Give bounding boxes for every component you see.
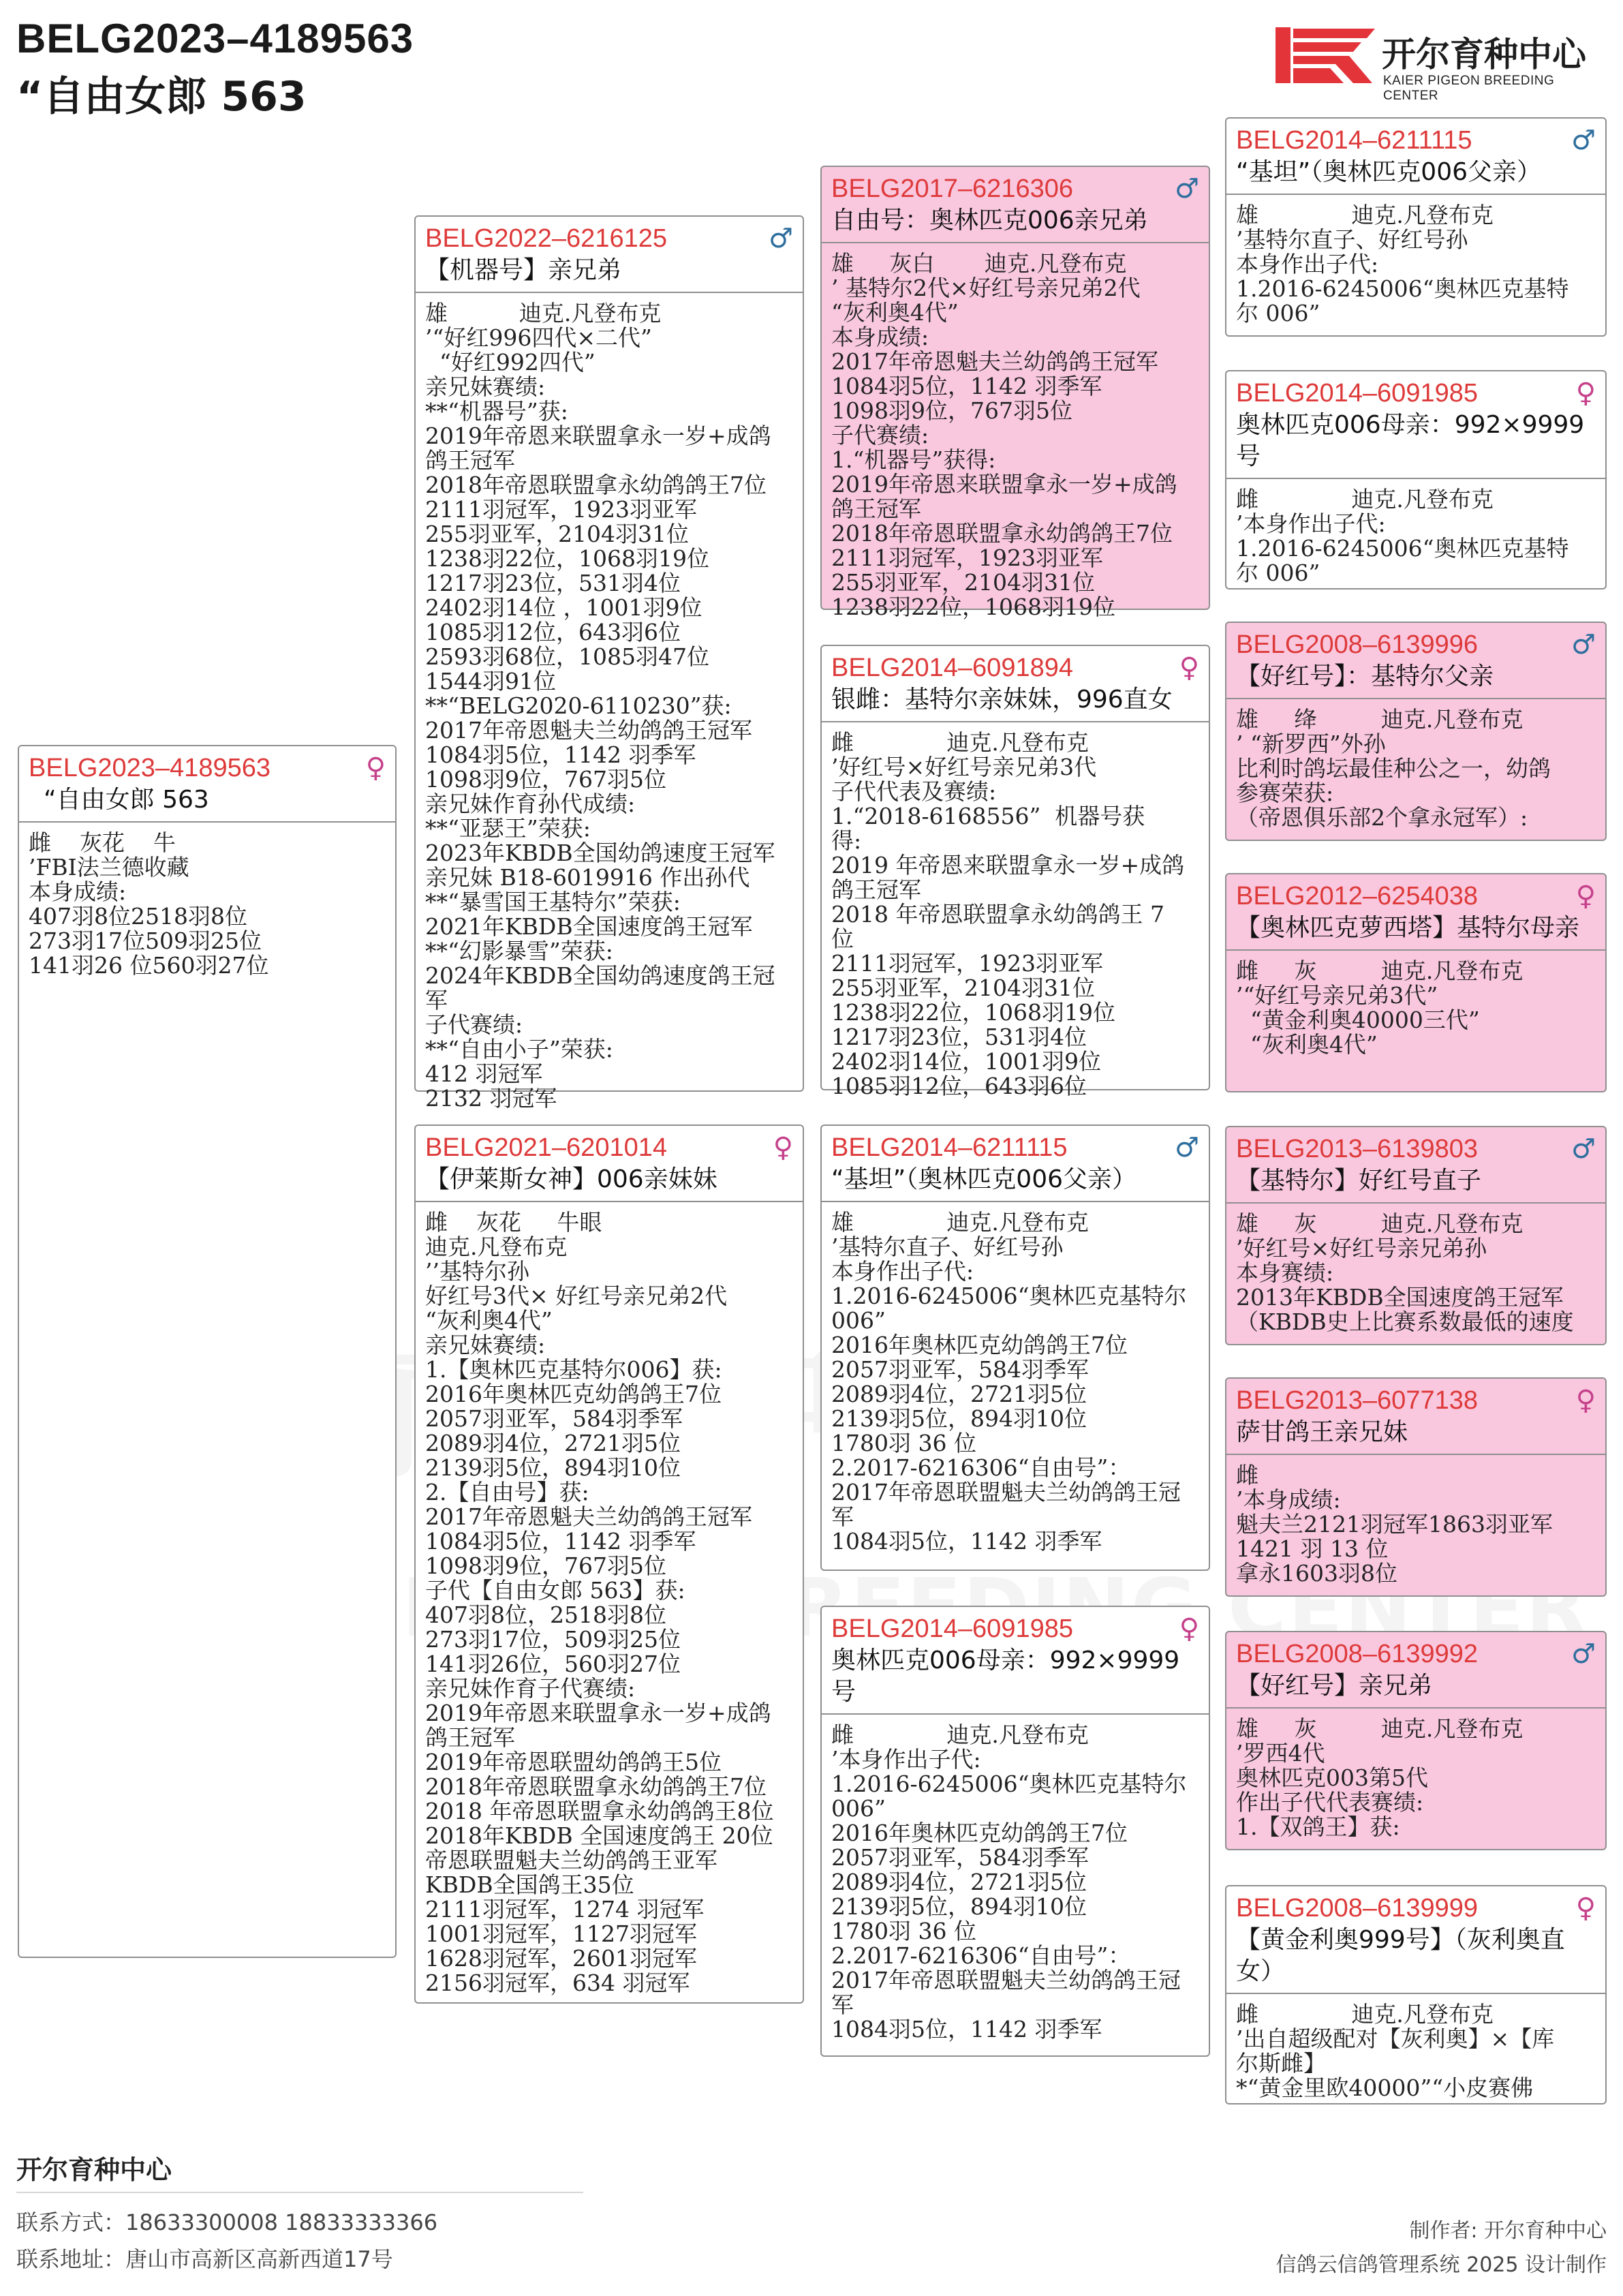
- card-header: [1226, 874, 1605, 951]
- card-ring-id: BELG2008–6139992: [1236, 1640, 1478, 1668]
- female-icon: ♀: [1179, 1613, 1199, 1644]
- contact-phone: 18633300008 18833333366: [125, 2209, 438, 2235]
- sire-sire-card[interactable]: [820, 166, 1210, 620]
- address-value: 唐山市高新区高新西道17号: [125, 2246, 393, 2272]
- card-details: 雌 迪克.凡登布克 ’本身作出子代: 1.2016-6245006“奥林匹克基特尔 006” 2016年奥林匹克幼鸽鸽王7位 2057羽亚军，584羽季军 2089羽4位，2721羽5位 2139羽5位，894羽10位 1780羽 36 位 2.2017-6216306“自由号”： 2017年帝恩联盟魁夫兰幼鸽鸽王冠 军 1084羽5位，1142 羽季军: [831, 1721, 1187, 2042]
- card-header: [822, 167, 1209, 243]
- card-ring-id: BELG2017–6216306: [831, 174, 1073, 203]
- card-title: 【好红号】：基特尔父亲: [1236, 662, 1494, 690]
- card-header: [1226, 1379, 1605, 1455]
- address-label: 联系地址：: [16, 2246, 126, 2272]
- male-icon: ♂: [1571, 125, 1596, 156]
- card-details: 雄 灰白 迪克.凡登布克 ’ 基特尔2代×好红号亲兄弟2代 “灰利奥4代” 本身成绩: 2017年帝恩魁夫兰幼鸽鸽王冠军 1084羽5位，1142 羽季军 1098羽9位，767羽5位 子代赛绩: 1.“机器号”获得: 2019年帝恩来联盟拿永一岁+成鸽 鸽王冠军 2018年帝恩联盟拿永幼鸽鸽王7位 2111羽冠军，1923羽亚军 255羽亚军，2104羽31位 1238羽22位，1068羽19位: [831, 250, 1177, 620]
- subject-card[interactable]: [18, 745, 397, 1958]
- footer-contact: [16, 2205, 437, 2237]
- card-details: 雄 迪克.凡登布克 ’“好红996四代×二代” “好红992四代” 亲兄妹赛绩: **“机器号”获: 2019年帝恩来联盟拿永一岁+成鸽 鸽王冠军 2018年帝恩联盟拿永幼鸽鸽王7位 2111羽冠军，1923羽亚军 255羽亚军，2104羽31位 1238羽22位，1068羽19位 1217羽23位，531羽4位 2402羽14位 ，1001羽9位 1085羽12位，643羽6位 2593羽68位，1085羽47位 1544羽91位 **“BELG2020-6110230”获: 2017年帝恩魁夫兰幼鸽鸽王冠军 1084羽5位，1142 羽季军 1098羽9位，767羽5位 亲兄妹作育孙代成绩: **“亚瑟王”荣获: 2023年KBDB全国幼鸽速度王冠军 亲兄妹 B18-6019916 作出孙代 **“暴雪国王基特尔”荣获: 2021年KBDB全国速度鸽王冠军 **“幻影暴雪”荣获: 2024年KBDB全国幼鸽速度鸽王冠军 子代赛绩: **“自由小子”荣获: 412 羽冠军 2132 羽冠军: [425, 300, 775, 1112]
- card-details: 雌 灰花 牛 ’FBI法兰德收藏 本身成绩: 407羽8位2518羽8位 273羽17位509羽25位 141羽26 位560羽27位: [29, 829, 269, 979]
- brand-k-icon: [1273, 25, 1375, 86]
- card-header: [1226, 623, 1605, 699]
- dam-card[interactable]: [414, 1124, 804, 2004]
- dam-dam-card[interactable]: [820, 1606, 1210, 2057]
- sire-dam-sire-card[interactable]: [1225, 622, 1607, 841]
- card-title: 奥林匹克006母亲：992×9999号: [1236, 411, 1585, 470]
- card-title: 【好红号】亲兄弟: [1236, 1672, 1433, 1700]
- card-ring-id: BELG2014–6211115: [831, 1133, 1068, 1162]
- male-icon: ♂: [1571, 629, 1596, 660]
- card-ring-id: BELG2014–6091985: [831, 1614, 1073, 1643]
- card-ring-id: BELG2008–6139999: [1236, 1894, 1478, 1923]
- sire-sire-sire-card[interactable]: [1225, 117, 1607, 337]
- male-icon: ♂: [1571, 1638, 1596, 1670]
- card-ring-id: BELG2023–4189563: [29, 754, 270, 782]
- card-title: 银雌：基特尔亲妹妹，996直女: [831, 686, 1173, 714]
- card-title: 【机器号】亲兄弟: [425, 256, 622, 284]
- card-header: [19, 746, 395, 823]
- card-details: 雄 迪克.凡登布克 ’基特尔直子、好红号孙 本身作出子代: 1.2016-6245006“奥林匹克基特尔 006” 2016年奥林匹克幼鸽鸽王7位 2057羽亚军，584羽季军 2089羽4位，2721羽5位 2139羽5位，894羽10位 1780羽 36 位 2.2017-6216306“自由号”： 2017年帝恩联盟魁夫兰幼鸽鸽王冠 军 1084羽5位，1142 羽季军: [831, 1209, 1187, 1555]
- card-ring-id: BELG2008–6139996: [1236, 630, 1478, 659]
- card-ring-id: BELG2013–6139803: [1236, 1135, 1478, 1163]
- male-icon: ♂: [1175, 173, 1199, 204]
- card-header: [822, 1607, 1209, 1715]
- sire-card[interactable]: [414, 215, 804, 1112]
- card-ring-id: BELG2014–6091894: [831, 654, 1073, 682]
- card-title: 自由号：奥林匹克006亲兄弟: [831, 206, 1148, 234]
- card-details: 雌 迪克.凡登布克 ’本身作出子代: 1.2016-6245006“奥林匹克基特 尔 006”: [1236, 486, 1569, 586]
- sire-sire-dam-card[interactable]: [1225, 370, 1607, 590]
- card-header: [416, 1126, 803, 1202]
- pigeon-ring-id: BELG2023–4189563: [16, 16, 414, 61]
- card-title: 【基特尔】好红号直子: [1236, 1167, 1482, 1195]
- card-header: [822, 1126, 1209, 1202]
- card-title: 【伊莱斯女神】006亲妹妹: [425, 1165, 717, 1193]
- female-icon: ♀: [1575, 1893, 1596, 1924]
- card-details: 雄 灰 迪克.凡登布克 ’好红号×好红号亲兄弟孙 本身赛绩: 2013年KBDB全国速度鸽王冠军 （KBDB史上比赛系数最低的速度: [1236, 1210, 1574, 1335]
- sire-dam-card[interactable]: [820, 645, 1210, 1099]
- footer-address: [16, 2242, 393, 2274]
- card-title: 萨甘鸽王亲兄妹: [1236, 1418, 1408, 1446]
- footer-system: 信鸽云信鸽管理系统 2025 设计制作: [1276, 2253, 1607, 2277]
- card-ring-id: BELG2014–6091985: [1236, 379, 1478, 408]
- card-title: “自由女郎 563: [44, 786, 209, 814]
- card-title: “基坦”（奥林匹克006父亲）: [831, 1165, 1137, 1193]
- card-details: 雄 迪克.凡登布克 ’基特尔直子、好红号孙 本身作出子代: 1.2016-6245006“奥林匹克基特 尔 006”: [1236, 202, 1569, 326]
- card-ring-id: BELG2012–6254038: [1236, 882, 1478, 910]
- card-title: 奥林匹克006母亲：992×9999号: [831, 1647, 1180, 1706]
- card-header: [1226, 1127, 1605, 1204]
- card-details: 雌 迪克.凡登布克 ’好红号×好红号亲兄弟3代 子代代表及赛绩: 1.“2018-6168556” 机器号获 得: 2019 年帝恩来联盟拿永一岁+成鸽 鸽王冠军 2018 年帝恩联盟拿永幼鸽鸽王 7 位 2111羽冠军，1923羽亚军 255羽亚军，2104羽31位 1238羽22位，1068羽19位 1217羽23位，531羽4位 2402羽14位，1001羽9位 1085羽12位，643羽6位: [831, 729, 1185, 1099]
- card-header: [1226, 119, 1605, 195]
- dam-sire-dam-card[interactable]: [1225, 1377, 1607, 1597]
- female-icon: ♀: [1575, 378, 1596, 409]
- footer-org-name: 开尔育种中心: [16, 2155, 172, 2185]
- dam-dam-dam-card[interactable]: [1225, 1885, 1607, 2104]
- card-title: “基坦”（奥林匹克006父亲）: [1236, 158, 1542, 186]
- footer-divider: [16, 2192, 583, 2193]
- male-icon: ♂: [1571, 1133, 1596, 1165]
- brand-name-cn: 开尔育种中心: [1382, 35, 1586, 74]
- female-icon: ♀: [1179, 652, 1199, 684]
- male-icon: ♂: [1175, 1132, 1199, 1163]
- card-header: [416, 217, 803, 293]
- card-details: 雄 灰 迪克.凡登布克 ’罗西4代 奥林匹克003第5代 作出子代代表赛绩: 1.【双鸽王】获:: [1236, 1715, 1524, 1840]
- contact-label: 联系方式：: [16, 2209, 126, 2235]
- card-ring-id: BELG2014–6211115: [1236, 126, 1472, 155]
- brand-logo: [1273, 25, 1607, 103]
- footer-maker: 制作者: 开尔育种中心: [1409, 2219, 1607, 2243]
- card-ring-id: BELG2021–6201014: [425, 1133, 667, 1162]
- card-header: [1226, 371, 1605, 479]
- card-ring-id: BELG2022–6216125: [425, 224, 667, 253]
- card-details: 雌 灰 迪克.凡登布克 ’“好红号亲兄弟3代” “黄金利奥40000三代” “灰利奥4代”: [1236, 958, 1524, 1058]
- card-details: 雌 灰花 牛眼 迪克.凡登布克 ’’基特尔孙 好红号3代× 好红号亲兄弟2代 “灰利奥4代” 亲兄妹赛绩: 1.【奥林匹克基特尔006】获: 2016年奥林匹克幼鸽鸽王7位 2057羽亚军，584羽季军 2089羽4位，2721羽5位 2139羽5位，894羽10位 2.【自由号】获: 2017年帝恩魁夫兰幼鸽鸽王冠军 1084羽5位，1142 羽季军 1098羽9位，767羽5位 子代【自由女郎 563】获: 407羽8位，2518羽8位 273羽17位，509羽25位 141羽26位，560羽27位 亲兄妹作育子代赛绩: 2019年帝恩来联盟拿永一岁+成鸽 鸽王冠军 2019年帝恩联盟幼鸽鸽王5位 2018年帝恩联盟拿永幼鸽鸽王7位 2018 年帝恩联盟拿永幼鸽鸽王8位 2018年KBDB 全国速度鸽王 20位 帝恩联盟魁夫兰幼鸽鸽王亚军 KBDB全国鸽王35位 2111羽冠军，1274 羽冠军 1001羽冠军，1127羽冠军 1628羽冠军，2601羽冠军 2156羽冠军，634 羽冠军: [425, 1209, 774, 1996]
- female-icon: ♀: [1575, 1385, 1596, 1416]
- card-details: 雌 迪克.凡登布克 ’出自超级配对【灰利奥】×【库 尔斯雌】 *“黄金里欧40000”“小皮赛佛: [1236, 2001, 1555, 2101]
- card-details: 雄 绛 迪克.凡登布克 ’ “新罗西”外孙 比利时鸽坛最佳种公之一，幼鸽 参赛荣获: （帝恩俱乐部2个拿永冠军）:: [1236, 706, 1551, 831]
- card-details: 雌 ’本身成绩: 魁夫兰2121羽冠军1863羽亚军 1421 羽 13 位 拿永1603羽8位: [1236, 1462, 1553, 1587]
- card-title: 【奥林匹克萝西塔】基特尔母亲: [1236, 914, 1580, 942]
- brand-name-en: KAIER PIGEON BREEDING CENTER: [1383, 74, 1555, 103]
- card-title: 【黄金利奥999号】（灰利奥直女）: [1236, 1926, 1565, 1985]
- dam-sire-card[interactable]: [820, 1124, 1210, 1571]
- male-icon: ♂: [769, 223, 793, 254]
- card-header: [1226, 1632, 1605, 1709]
- dam-sire-sire-card[interactable]: [1225, 1126, 1607, 1345]
- card-header: [822, 646, 1209, 722]
- card-header: [1226, 1886, 1605, 1994]
- female-icon: ♀: [365, 752, 386, 784]
- female-icon: ♀: [1575, 881, 1596, 912]
- card-ring-id: BELG2013–6077138: [1236, 1386, 1478, 1415]
- sire-dam-dam-card[interactable]: [1225, 873, 1607, 1092]
- dam-dam-sire-card[interactable]: [1225, 1631, 1607, 1850]
- pigeon-name: “自由女郎 563: [16, 73, 307, 121]
- female-icon: ♀: [773, 1132, 793, 1163]
